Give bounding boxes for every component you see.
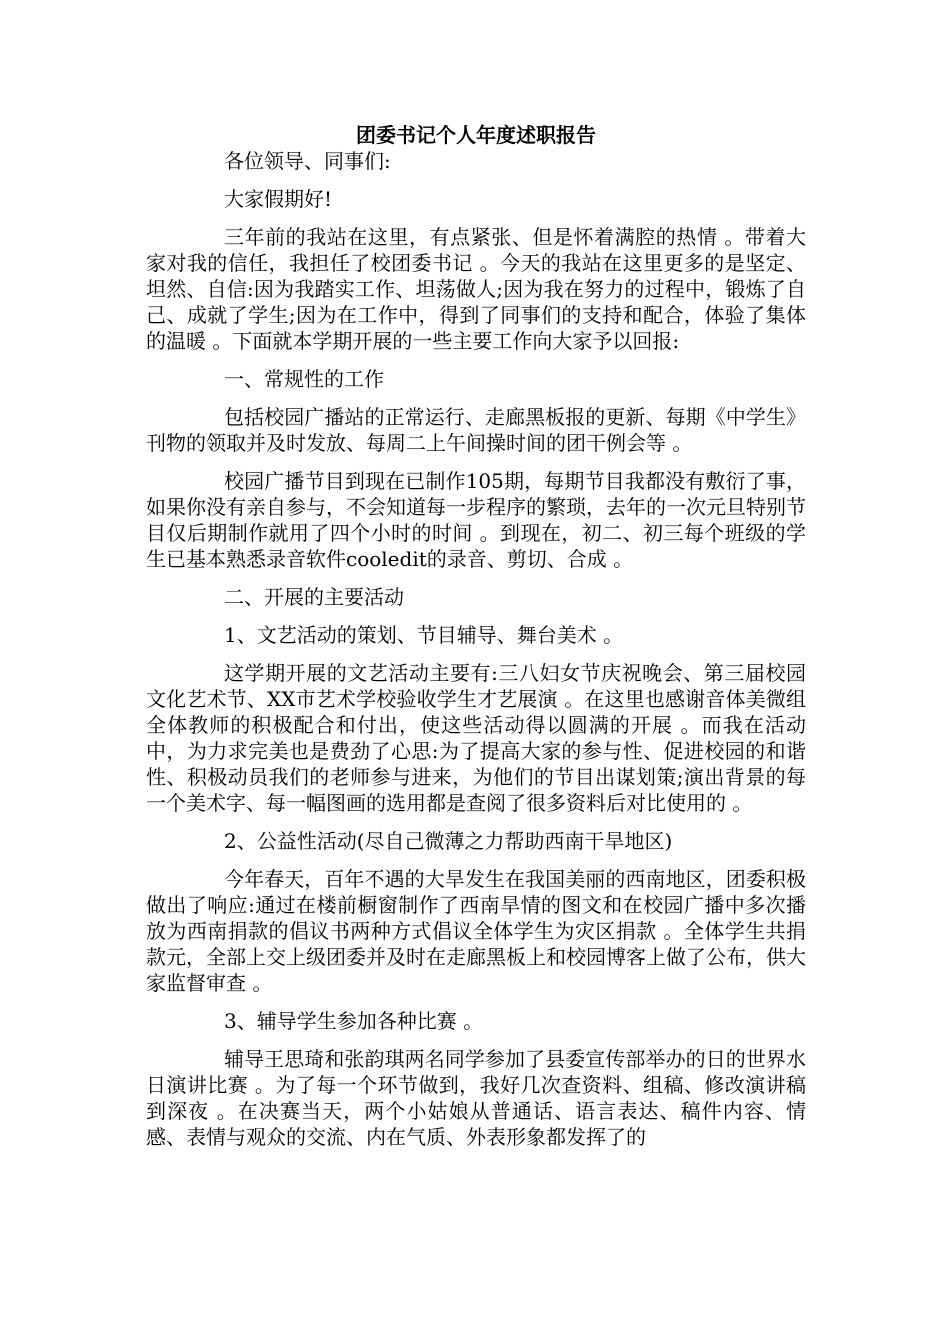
- section-heading-main-activities: 二、开展的主要活动: [224, 585, 404, 609]
- subheading-competitions: 3、辅导学生参加各种比赛 。: [224, 1009, 484, 1033]
- paragraph-broadcast: 校园广播节目到现在已制作105期，每期节目我都没有敷衍了事，如果你没有亲自参与，不会知道每一步程序的繁琐，去年的一次元旦特别节目仅后期制作就用了四个小时的时间 。到现在，初二、初三每个班级的学生已基本熟悉录音软件cooledit的录音、剪切、合成 。: [146, 469, 806, 571]
- paragraph-competitions: 辅导王思琦和张韵琪两名同学参加了县委宣传部举办的日的世界水日演讲比赛 。为了每一个环节做到，我好几次查资料、组稿、修改演讲稿到深夜 。在决赛当天，两个小姑娘从普通话、语言表达、稿件内容、情感、表情与观众的交流、内在气质、外表形象都发挥了的: [146, 1047, 806, 1149]
- paragraph-salutation: 各位领导、同事们:: [224, 149, 391, 173]
- paragraph-intro: 三年前的我站在这里，有点紧张、但是怀着满腔的热情 。带着大家对我的信任，我担任了校团委书记 。今天的我站在这里更多的是坚定、坦然、自信:因为我踏实工作、坦荡做人;因为我在努力的过程中，锻炼了自己、成就了学生;因为在工作中，得到了同事们的支持和配合，体验了集体的温暖 。下面就本学期开展的一些主要工作向大家予以回报:: [146, 225, 806, 353]
- paragraph-charity-activities: 今年春天，百年不遇的大旱发生在我国美丽的西南地区，团委积极做出了响应:通过在楼前橱窗制作了西南旱情的图文和在校园广播中多次播放为西南捐款的倡议书两种方式倡议全体学生为灾区捐款 。全体学生共捐款元，全部上交上级团委并及时在走廊黑板上和校园博客上做了公布，供大家监督审查 。: [146, 867, 806, 995]
- subheading-arts-activities: 1、文艺活动的策划、节目辅导、舞台美术 。: [224, 623, 624, 647]
- paragraph-arts-activities: 这学期开展的文艺活动主要有:三八妇女节庆祝晚会、第三届校园文化艺术节、XX市艺术学校验收学生才艺展演 。在这里也感谢音体美微组全体教师的积极配合和付出，使这些活动得以圆满的开展 。而我在活动中，为力求完美也是费劲了心思:为了提高大家的参与性、促进校园的和谐性、积极动员我们的老师参与进来，为他们的节目出谋划策;演出背景的每一个美术字、每一幅图画的选用都是查阅了很多资料后对比使用的 。: [146, 661, 806, 815]
- paragraph-routine-work: 包括校园广播站的正常运行、走廊黑板报的更新、每期《中学生》刊物的领取并及时发放、每周二上午间操时间的团干例会等 。: [146, 405, 806, 455]
- document-body: [146, 118, 806, 1162]
- section-heading-routine-work: 一、常规性的工作: [224, 367, 384, 391]
- document-title: 团委书记个人年度述职报告: [356, 123, 596, 147]
- subheading-charity-activities: 2、公益性活动(尽自己微薄之力帮助西南干旱地区): [224, 829, 673, 853]
- paragraph-greeting: 大家假期好!: [224, 187, 333, 211]
